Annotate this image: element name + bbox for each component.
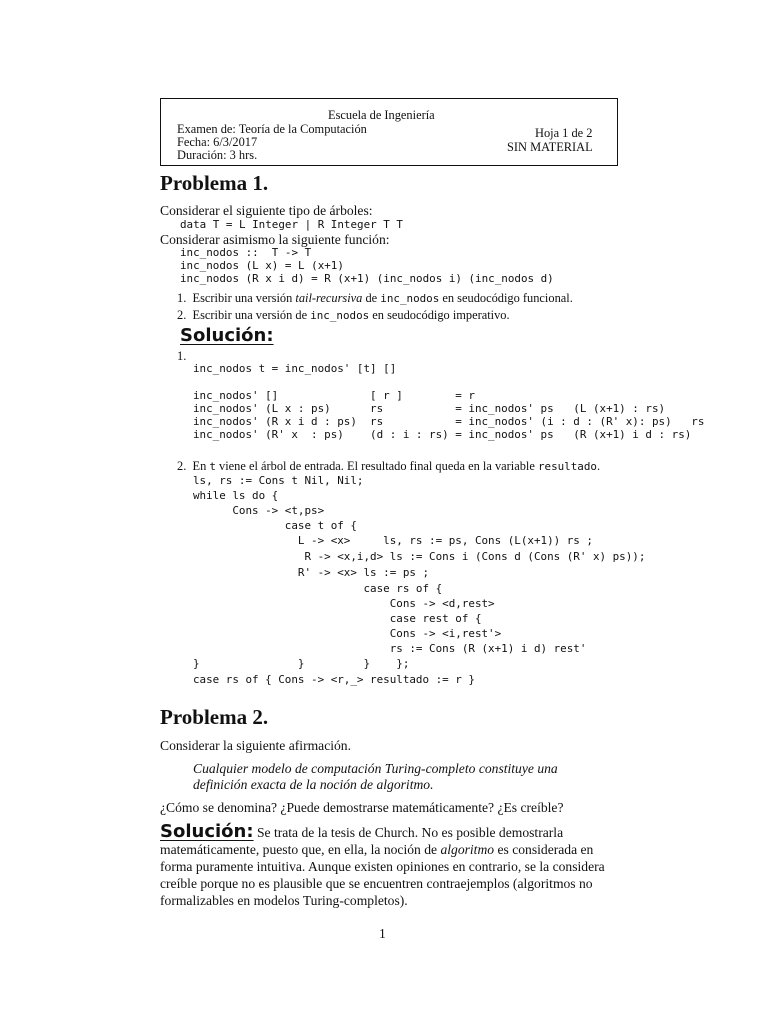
problem1-item-1: 1. Escribir una versión tail-recursiva de inc_nodos en seudocódigo funcional. — [177, 291, 573, 305]
solution1-code-line-3: inc_nodos' (R x i d : ps) rs = inc_nodos' (i : d : (R' x): ps) rs — [193, 415, 705, 428]
imperative-code-line-4: case t of { — [193, 519, 357, 532]
problem2-intro: Considerar la siguiente afirmación. — [160, 738, 352, 753]
problem2-quote-line-2: definición exacta de la noción de algoritmo. — [193, 777, 434, 792]
solution2-paragraph: Solución: Se trata de la tesis de Church. No es posible demostrarla matemáticamente, puesto que, en ella, la noción de algoritmo es considerada en forma puramente intuitiva. Aunque existen opiniones en contrario, se la considera creíble porque no es plausible que se encuentren contraejemplos (algoritmos no formalizables en modelos Turing-completos). — [160, 821, 605, 908]
imperative-code-line-3: Cons -> <t,ps> — [193, 504, 325, 517]
problem1-intro: Considerar el siguiente tipo de árboles: — [160, 203, 373, 218]
imperative-code-line-12: rs := Cons (R (x+1) i d) rest' — [193, 642, 587, 655]
sheet-number: Hoja 1 de 2 — [535, 126, 593, 140]
imperative-code-line-14: case rs of { Cons -> <r,_> resultado := r } — [193, 673, 475, 686]
page-number: 1 — [379, 926, 386, 941]
imperative-code-line-10: case rest of { — [193, 612, 482, 625]
problem1-title: Problema 1. — [160, 171, 269, 195]
imperative-code-line-8: case rs of { — [193, 582, 443, 595]
problem2-quote-line-1: Cualquier modelo de computación Turing-completo constituye una — [193, 761, 558, 776]
imperative-code-line-5: L -> <x> ls, rs := ps, Cons (L(x+1)) rs ; — [193, 534, 593, 547]
imperative-code-line-9: Cons -> <d,rest> — [193, 597, 495, 610]
problem1-item-2: 2. Escribir una versión de inc_nodos en seudocódigo imperativo. — [177, 308, 510, 322]
func-line-2: inc_nodos (L x) = L (x+1) — [180, 259, 344, 272]
solution1-code-line-2: inc_nodos' (L x : ps) rs = inc_nodos' ps (L (x+1) : rs) — [193, 402, 666, 415]
func-line-1: inc_nodos :: T -> T — [180, 246, 312, 259]
problem2-question: ¿Cómo se denomina? ¿Puede demostrarse matemáticamente? ¿Es creíble? — [160, 800, 564, 815]
exam-date: Fecha: 6/3/2017 — [177, 135, 258, 149]
problem1-intro2: Considerar asimismo la siguiente función: — [160, 232, 390, 247]
imperative-code-line-13: } } } }; — [193, 657, 410, 670]
solution1-code-main: inc_nodos t = inc_nodos' [t] [] — [193, 362, 397, 375]
exam-subject: Examen de: Teoría de la Computación — [177, 122, 367, 136]
imperative-code-line-2: while ls do { — [193, 489, 279, 502]
problem1-data-def: data T = L Integer | R Integer T T — [180, 218, 403, 231]
school-name: Escuela de Ingeniería — [328, 108, 435, 122]
problem2-title: Problema 2. — [160, 705, 269, 729]
imperative-code-line-6: R -> <x,i,d> ls := Cons i (Cons d (Cons (R' x) ps)); — [193, 550, 646, 563]
solution2-title: Solución: — [160, 821, 254, 842]
material-note: SIN MATERIAL — [507, 140, 593, 154]
solution1-item-2: 2. En t viene el árbol de entrada. El resultado final queda en la variable resultado. — [177, 459, 601, 473]
imperative-code-line-1: ls, rs := Cons t Nil, Nil; — [193, 474, 364, 487]
solution1-num-1: 1. — [177, 349, 187, 363]
solution1-code-line-1: inc_nodos' [] [ r ] = r — [193, 389, 475, 402]
func-line-3: inc_nodos (R x i d) = R (x+1) (inc_nodos i) (inc_nodos d) — [180, 272, 554, 285]
imperative-code-line-11: Cons -> <i,rest'> — [193, 627, 502, 640]
exam-duration: Duración: 3 hrs. — [177, 148, 258, 162]
solution1-title: Solución: — [180, 325, 274, 346]
imperative-code-line-7: R' -> <x> ls := ps ; — [193, 566, 430, 579]
solution1-code-line-4: inc_nodos' (R' x : ps) (d : i : rs) = inc_nodos' ps (R (x+1) i d : rs) — [193, 428, 692, 441]
